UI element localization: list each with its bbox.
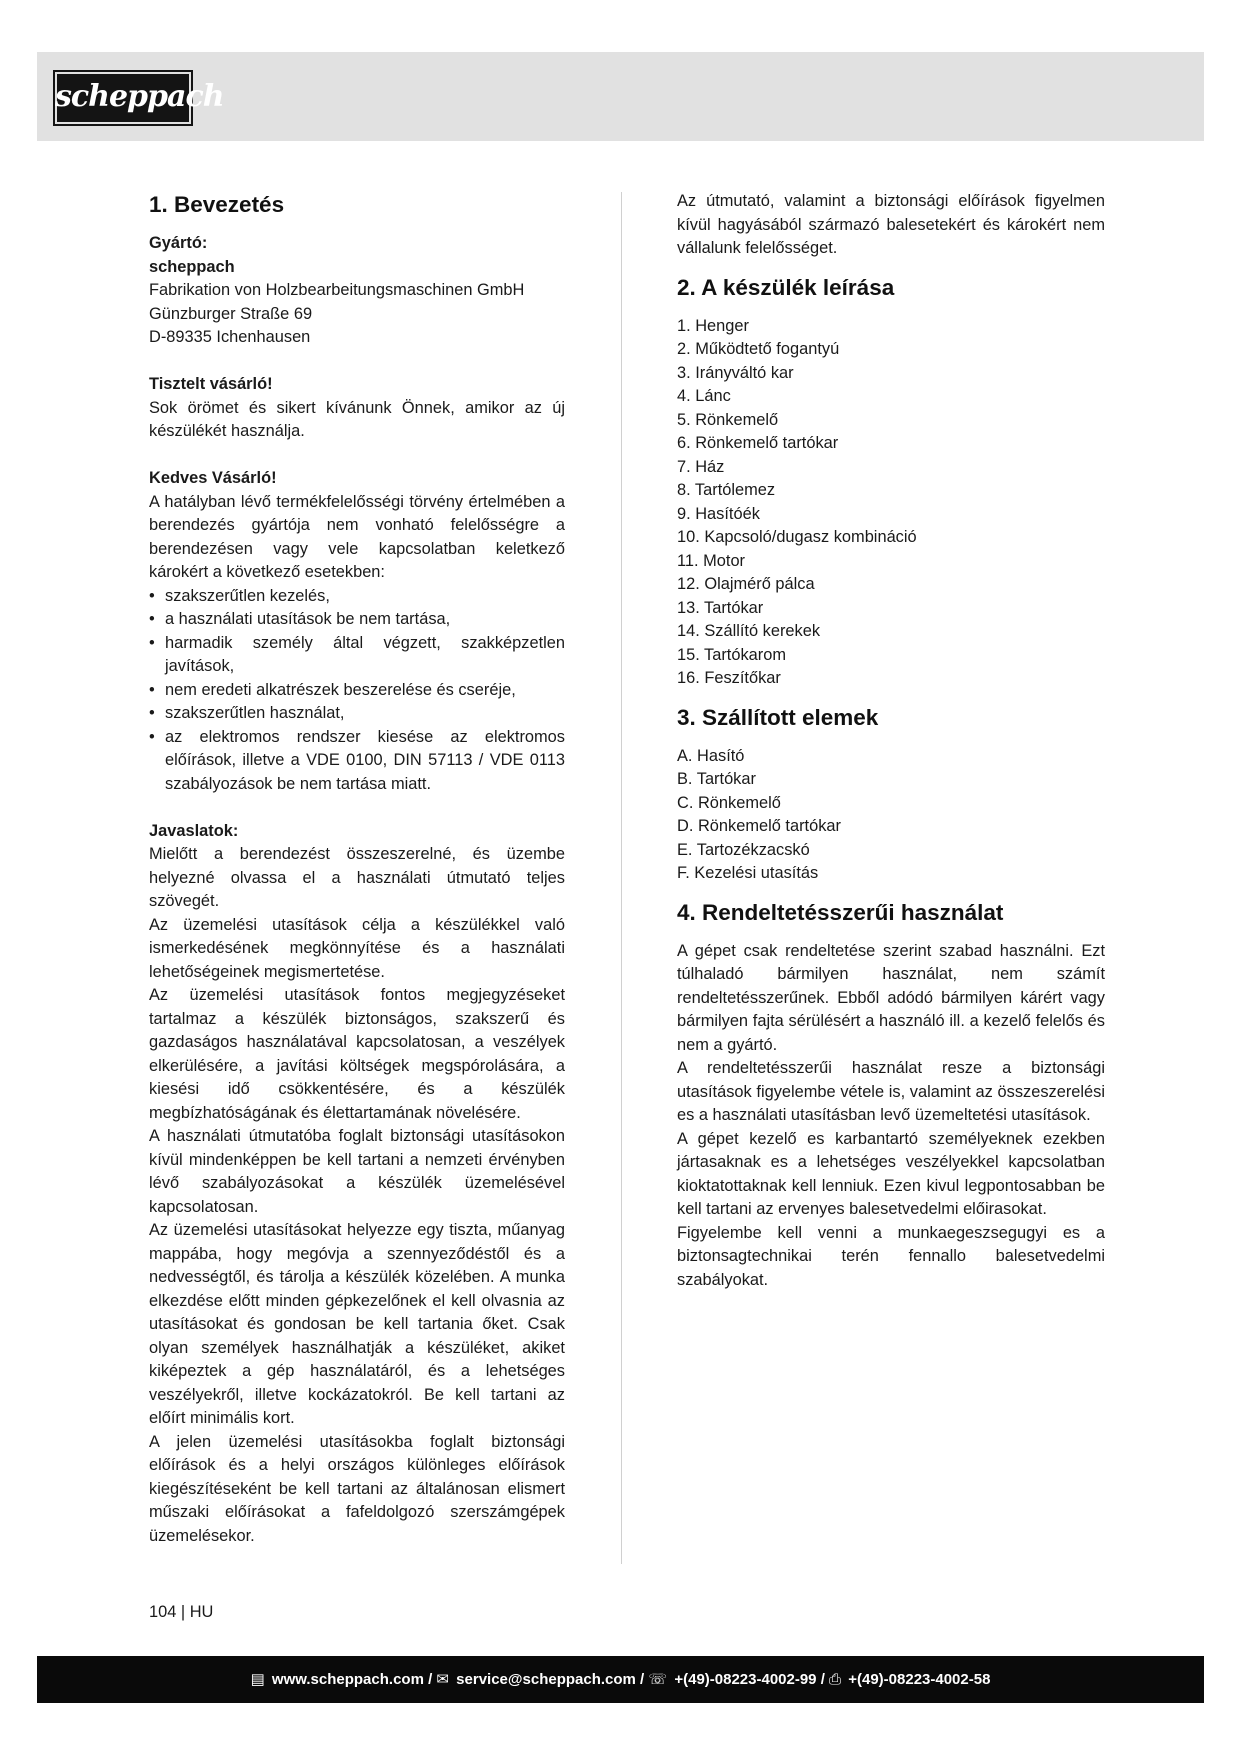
disclaimer-text: Az útmutató, valamint a biztonsági előírások figyelmen kívül hagyásából származó balesetekért és károkért nem vállalunk felelősséget. [677,192,1105,257]
list-item: C. Rönkemelő [677,793,781,812]
advice-paragraph: Mielőtt a berendezést összeszerelné, és üzembe helyezné olvassa el a használati útmutató teljes szövegét. [149,845,565,910]
list-item: 15. Tartókarom [677,645,787,664]
list-item: 8. Tartólemez [677,481,776,499]
left-column [149,190,565,1548]
list-item: • a használati utasítások be nem tartása, [149,608,565,632]
use-paragraph: A gépet kezelő es karbantartó személyeknek ezekben jártasaknak es a lehetséges veszélyekkel kapcsolatban kioktatottaknak kell lenniuk. Ezen kivul legpontosabban be kell tartani az ervenyes balesetvedelmi előirasokat. [677,1129,1105,1218]
list-item: 3. Irányváltó kar [677,363,794,382]
advice-paragraph: Az üzemelési utasítások célja a készülékkel való ismerkedésének megkönnyítése és a használati lehetőségeinek megismertetése. [149,915,565,981]
greeting-title-1: Tisztelt vásárló! [149,375,273,393]
list-item: 10. Kapcsoló/dugasz kombináció [677,528,917,546]
list-item: • szakszerűtlen használat, [149,702,565,726]
list-item: 4. Lánc [677,387,731,405]
use-paragraph: A rendeltetésszerűi használat resze a biztonsági utasítások figyelembe vétele is, valamint az összeszerelési es a használati utasításban levő üzemeltetési utasítások. [677,1059,1105,1124]
greeting-text-1: Sok örömet és sikert kívánunk Önnek, amikor az új készülékét használja. [149,398,565,440]
section-title-description: 2. A készülék leírása [677,274,895,300]
list-item: 2. Működtető fogantyú [677,340,840,358]
list-item: 16. Feszítőkar [677,669,781,687]
fax-icon: ⎙ [829,1671,842,1688]
right-column [677,190,1105,1292]
advice-paragraph: Az üzemelési utasításokat helyezze egy tiszta, műanyag mappába, hogy megóvja a szennyeződéstől és a nedvességtől, és tárolja a készülék közelében. A munka elkezdése előtt minden gépkezelőnek el kell olvasnia az utasításokat és gondosan be kell tartania őket. Csak olyan személyek használhatják a készüléket, akiket kiképeztek a gép használatáról, és a lehetséges veszélyekről, illetve kockázatokról. Be kell tartani az előírt minimális kort. [149,1221,565,1427]
logo-text: scheppach [55,79,224,114]
list-item: 12. Olajmérő pálca [677,575,815,593]
list-item: 5. Rönkemelő [677,410,779,429]
list-item: 11. Motor [677,551,746,570]
list-item: E. Tartozékzacskó [677,840,810,859]
liability-list [149,585,565,797]
scheppach-logo [53,70,224,126]
list-item: 7. Ház [677,457,725,476]
advice-paragraph: Az üzemelési utasítások fontos megjegyzéseket tartalmaz a készülék biztonságos, szakszerű és gazdaságos használatával kapcsolatosan, a veszélyek elkerülésére, a javítási költségek megspórolására, a kiesési idő csökkentésére, és a készülék megbízhatóságának és élettartamának növelésére. [149,986,565,1122]
phone-icon: ☏ [648,1671,668,1688]
supplied-list [677,745,1105,886]
use-paragraph: A gépet csak rendeltetése szerint szabad használni. Ezt túlhaladó bármilyen használat, nem számít rendeltetésszerűnek. Ebből adódó bármilyen kárért vagy bármilyen fajta sérülésért a használó ill. a kezelő felelős és nem a gyártó. [677,941,1105,1054]
list-item: 6. Rönkemelő tartókar [677,434,839,452]
manufacturer-label: Gyártó: [149,234,208,252]
list-item: 14. Szállító kerekek [677,622,821,640]
mail-icon: ✉ [436,1671,449,1688]
list-item: • harmadik személy által végzett, szakképzetlen javítások, [149,632,565,679]
list-item: 13. Tartókar [677,598,764,617]
page-number: 104 | HU [149,1603,214,1621]
page-header [37,52,1204,141]
section-title-supplied: 3. Szállított elemek [677,704,879,730]
section-title-intro: 1. Bevezetés [149,192,285,217]
advice-paragraph: A használati útmutatóba foglalt biztonsági utasításokon kívül mindenképpen be kell tartani a nemzeti érvényben lévő szabályozásokat a készülék üzemelésével kapcsolatosan. [149,1127,565,1216]
address-line-2: Günzburger Straße 69 [149,304,313,323]
list-item: • szakszerűtlen kezelés, [149,585,565,609]
column-divider [621,192,622,1564]
use-paragraph: Figyelembe kell venni a munkaegeszsegugyi es a biztonsagtechnikai terén fennallo balesetvedelmi szabályokat. [677,1223,1105,1289]
list-item: 9. Hasítóék [677,504,760,523]
footer-fax: +(49)-08223-4002-58 [848,1671,991,1688]
advice-paragraph: A jelen üzemelési utasításokba foglalt biztonsági előírások és a helyi országos különleges előírások kiegészítéseként be kell tartani az általánosan elismert műszaki előírásokat a fafeldolgozó szerszámgépek üzemelésekor. [149,1432,565,1545]
address-line-3: D-89335 Ichenhausen [149,328,311,346]
footer-email[interactable]: service@scheppach.com / [456,1671,645,1688]
page-footer [37,1656,1204,1703]
advice-title: Javaslatok: [149,821,239,840]
parts-list [677,315,1105,691]
list-item: A. Hasító [677,746,745,765]
section-title-use: 4. Rendeltetésszerűi használat [677,899,1004,925]
address-line-1: Fabrikation von Holzbearbeitungsmaschinen GmbH [149,281,525,299]
list-item: 1. Henger [677,316,749,335]
computer-icon: ▤ [250,1671,265,1688]
liability-text: A hatályban lévő termékfelelősségi törvény értelmében a berendezés gyártója nem vonható felelősségre a berendezésen vagy vele kapcsolatban keletkező károkért a következő esetekben: [149,492,565,581]
footer-phone: +(49)-08223-4002-99 / [674,1671,825,1688]
list-item: B. Tartókar [677,770,756,788]
list-item: F. Kezelési utasítás [677,864,819,882]
greeting-title-2: Kedves Vásárló! [149,469,277,487]
list-item: • nem eredeti alkatrészek beszerelése és cseréje, [149,679,565,703]
list-item: • az elektromos rendszer kiesése az elektromos előírások, illetve a VDE 0100, DIN 57113 / VDE 0113 szabályozások be nem tartása miatt. [149,726,565,797]
list-item: D. Rönkemelő tartókar [677,817,841,835]
footer-website[interactable]: www.scheppach.com / [271,1671,433,1688]
manufacturer-name: scheppach [149,257,235,276]
